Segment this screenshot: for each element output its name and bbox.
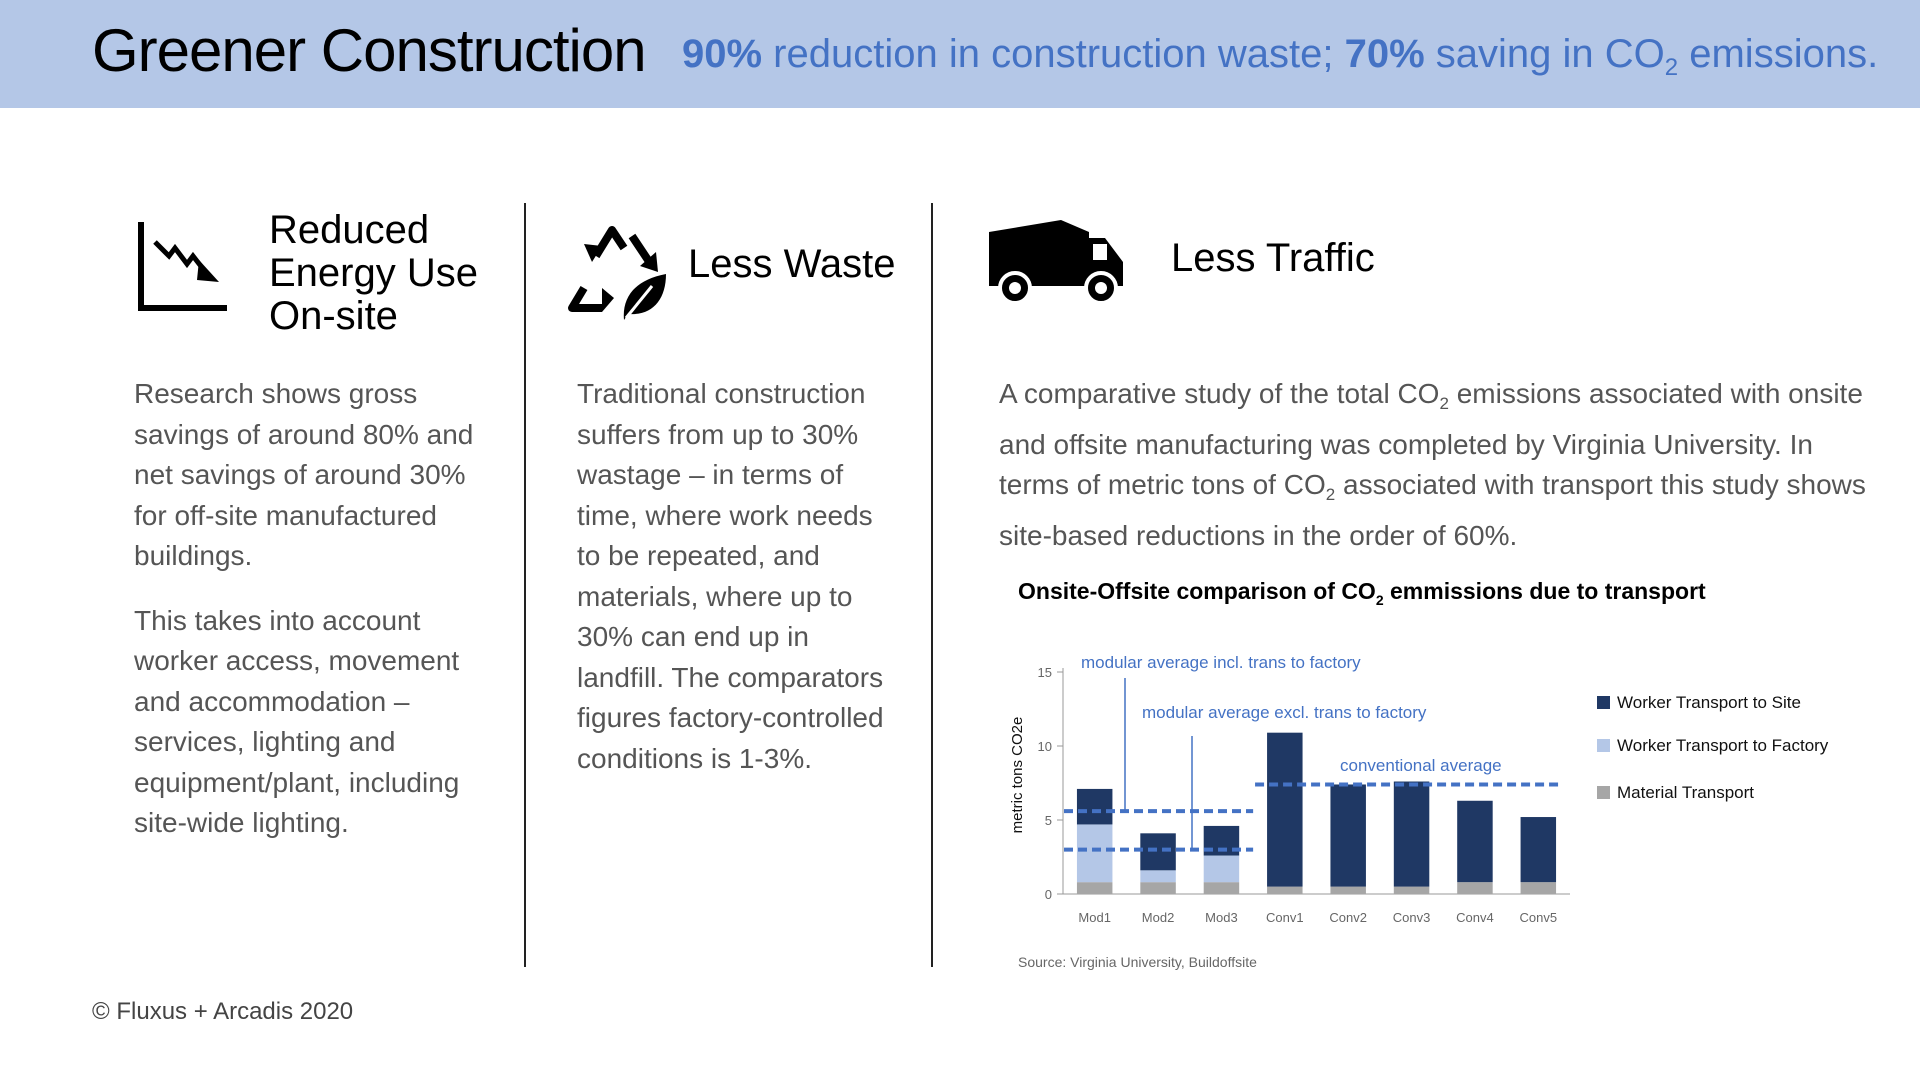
page-title: Greener Construction <box>92 17 646 84</box>
x-tick-label: Conv1 <box>1266 910 1304 925</box>
bar-conv4-material-transport <box>1457 882 1492 894</box>
traffic-text-2: emissions associated with onsite and offsite manufacturing was completed by Virginia University. In terms of metric tons of CO <box>999 378 1863 500</box>
bar-conv5-material-transport <box>1521 882 1556 894</box>
tagline-text-2: saving in CO <box>1424 32 1665 76</box>
bar-mod2-worker-transport-to-factory <box>1140 870 1175 882</box>
legend-label-2: Worker Transport to Factory <box>1617 736 1829 755</box>
x-tick-label: Mod1 <box>1078 910 1111 925</box>
bar-mod3-material-transport <box>1204 882 1239 894</box>
traffic-sub-2: 2 <box>1325 485 1336 504</box>
bar-conv3-material-transport <box>1394 887 1429 894</box>
x-tick-label: Conv4 <box>1456 910 1494 925</box>
bar-mod2-worker-transport-to-site <box>1140 833 1175 870</box>
legend-label-1: Worker Transport to Site <box>1617 693 1801 712</box>
reference-label-2: modular average excl. trans to factory <box>1142 703 1427 722</box>
energy-title-line-1: Reduced <box>269 208 430 252</box>
traffic-title: Less Traffic <box>1171 236 1375 280</box>
bar-mod1-worker-transport-to-factory <box>1077 824 1112 882</box>
legend-swatch-2 <box>1597 739 1610 752</box>
y-axis-label: metric tons CO2e <box>1009 716 1026 834</box>
legend-swatch-3 <box>1597 786 1610 799</box>
energy-paragraph-2: This takes into account worker access, movement and accommodation – services, lighting and equipment/plant, including site-wide lighting. <box>134 604 460 838</box>
waste-title: Less Waste <box>688 242 896 286</box>
x-tick-label: Mod3 <box>1205 910 1238 925</box>
chart-title-sub: 2 <box>1375 592 1384 608</box>
bar-mod1-worker-transport-to-site <box>1077 789 1112 825</box>
y-tick-label: 15 <box>1037 665 1052 680</box>
x-tick-label: Conv5 <box>1519 910 1558 925</box>
bar-conv1-worker-transport-to-site <box>1267 733 1302 887</box>
chart-title-text-2: emmissions due to transport <box>1383 578 1706 604</box>
legend-swatch-1 <box>1597 696 1610 709</box>
legend-label-3: Material Transport <box>1617 783 1754 802</box>
copyright-footer: © Fluxus + Arcadis 2020 <box>92 998 354 1025</box>
bar-conv2-worker-transport-to-site <box>1330 784 1365 886</box>
energy-title-line-3: On-site <box>269 294 398 338</box>
chart-source: Source: Virginia University, Buildoffsite <box>1018 954 1257 970</box>
tagline-subscript: 2 <box>1664 54 1679 81</box>
tagline-text-1: reduction in construction waste; <box>762 32 1345 76</box>
bar-conv4-worker-transport-to-site <box>1457 801 1492 882</box>
energy-paragraph-1: Research shows gross savings of around 80% and net savings of around 30% for off-site manufactured buildings. <box>134 378 474 571</box>
bar-conv1-material-transport <box>1267 887 1302 894</box>
bar-mod2-material-transport <box>1140 882 1175 894</box>
traffic-text-3: associated with transport this study shows site-based reductions in the order of 60%. <box>999 469 1866 551</box>
tagline-text-3: emissions. <box>1678 32 1879 76</box>
y-tick-label: 5 <box>1044 813 1052 828</box>
y-tick-label: 0 <box>1044 887 1052 902</box>
chart-title-text-1: Onsite-Offsite comparison of CO <box>1018 578 1376 604</box>
bar-conv2-material-transport <box>1330 887 1365 894</box>
tagline-co2-percent: 70% <box>1344 32 1425 76</box>
traffic-sub-1: 2 <box>1439 394 1449 413</box>
x-tick-label: Mod2 <box>1141 910 1175 925</box>
bar-mod1-material-transport <box>1077 882 1112 894</box>
bar-conv3-worker-transport-to-site <box>1394 782 1429 887</box>
traffic-text-1: A comparative study of the total CO <box>999 378 1440 409</box>
x-tick-label: Conv3 <box>1392 910 1431 925</box>
bar-conv5-worker-transport-to-site <box>1521 817 1556 882</box>
waste-paragraph-1: Traditional construction suffers from up to 30% wastage – in terms of time, where work needs to be repeated, and materials, where up to 30% can end up in landfill. The comparators figures factory-controlled conditions is 1-3%. <box>577 378 884 774</box>
reference-label-3: conventional average <box>1340 756 1502 775</box>
bar-mod3-worker-transport-to-factory <box>1204 856 1239 883</box>
tagline-waste-percent: 90% <box>682 32 763 76</box>
energy-title-line-2: Energy Use <box>269 251 478 295</box>
y-tick-label: 10 <box>1037 739 1052 754</box>
x-tick-label: Conv2 <box>1329 910 1367 925</box>
reference-label-1: modular average incl. trans to factory <box>1081 653 1361 672</box>
